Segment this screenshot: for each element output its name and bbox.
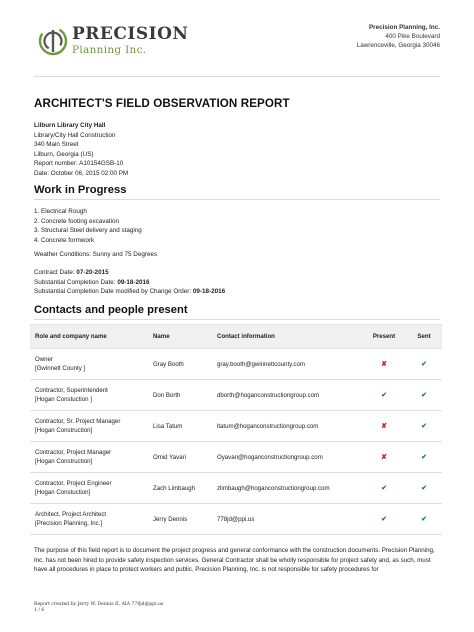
modified-date-label: Substantial Completion Date modified by Change Order: — [34, 288, 193, 295]
email-link[interactable]: dborth@hoganconstructiongroup.com — [212, 380, 362, 411]
project-city: Lilburn, Georgia (US) — [34, 150, 94, 158]
email-link[interactable]: zlimbaugh@hoganconstructiongroup.com — [212, 473, 362, 504]
sent-check-icon: ✔ — [406, 380, 442, 411]
role-cell — [30, 349, 148, 380]
safety-disclaimer: The purpose of this field report is to document the project progress and general conformance with the construction documents. Precision Planning, Inc. has not been hired to provide safety inspection services. General Contractor shall be wholly responsible for project safety and, as such, must have all procedures in place to protect workers and public. Precision Planning, Inc. is not responsible for safety procedures for — [34, 547, 435, 574]
role-company: [Precision Planning, Inc.] — [35, 520, 103, 527]
logo-tagline: Planning Inc. — [72, 44, 147, 57]
substantial-completion-date — [34, 278, 225, 288]
table-row — [30, 349, 442, 380]
role-company: [Gwinnett County ] — [35, 365, 86, 372]
company-logo — [38, 26, 188, 56]
name-cell: Don Borth — [148, 380, 212, 411]
role-company: [Hogan Constuction ] — [35, 396, 92, 403]
table-row — [30, 442, 442, 473]
project-details — [34, 121, 128, 179]
modified-completion-date — [34, 287, 225, 297]
sent-check-icon: ✔ — [406, 473, 442, 504]
contract-dates — [34, 268, 225, 297]
project-name: Lilburn Library City Hall — [34, 122, 106, 129]
table-row — [30, 473, 442, 504]
role-cell — [30, 411, 148, 442]
role-title: Contractor, Project Engineer — [35, 480, 112, 487]
col-header-role: Role and company name — [30, 325, 148, 349]
role-title: Contractor, Project Manager — [35, 449, 112, 456]
email-link[interactable]: Oyavari@hoganconstructiongroup.com — [212, 442, 362, 473]
name-cell: Gray Booth — [148, 349, 212, 380]
sent-check-icon: ✔ — [406, 411, 442, 442]
role-title: Owner — [35, 356, 53, 363]
project-street: 340 Main Street — [34, 141, 79, 149]
wip-heading: Work in Progress — [34, 184, 127, 196]
role-cell — [30, 473, 148, 504]
sent-check-icon: ✔ — [406, 504, 442, 535]
role-cell — [30, 442, 148, 473]
contacts-heading: Contacts and people present — [34, 304, 188, 316]
col-header-sent: Sent — [406, 325, 442, 349]
role-cell — [30, 504, 148, 535]
role-title: Contractor, Sr. Project Manager — [35, 418, 121, 425]
role-title: Contractor, Superintendent — [35, 387, 108, 394]
name-cell: Omid Yavari — [148, 442, 212, 473]
col-header-present: Present — [362, 325, 406, 349]
role-cell — [30, 380, 148, 411]
col-header-name: Name — [148, 325, 212, 349]
email-link[interactable]: 778jd@ppi.us — [212, 504, 362, 535]
substantial-date-value: 09-18-2016 — [117, 278, 150, 286]
role-title: Architect, Project Architect — [35, 511, 107, 518]
name-cell: Jerry Dennis — [148, 504, 212, 535]
page-footer — [34, 602, 163, 615]
name-cell: Lisa Tatum — [148, 411, 212, 442]
report-title: ARCHITECT'S FIELD OBSERVATION REPORT — [34, 97, 290, 110]
table-row — [30, 380, 442, 411]
wip-item: 1. Electrical Rough — [34, 208, 87, 215]
contacts-divider — [34, 319, 440, 320]
name-cell: Zach Limbaugh — [148, 473, 212, 504]
wip-item: 3. Structural Steel delivery and staging — [34, 227, 142, 235]
sent-check-icon: ✔ — [406, 442, 442, 473]
present-cross-icon: ✘ — [362, 442, 406, 473]
contract-date-label: Contract Date: — [34, 269, 77, 276]
logo-wordmark: PRECISION — [72, 24, 189, 45]
contract-date — [34, 268, 225, 278]
header-divider — [34, 76, 440, 77]
contacts-header-row — [30, 325, 442, 349]
project-type: Library/City Hall Construction — [34, 131, 116, 139]
present-check-icon: ✔ — [362, 380, 406, 411]
present-cross-icon: ✘ — [362, 349, 406, 380]
table-row — [30, 411, 442, 442]
present-cross-icon: ✘ — [362, 411, 406, 442]
present-check-icon: ✔ — [362, 504, 406, 535]
modified-date-value: 09-18-2016 — [192, 288, 226, 295]
company-name: Precision Planning, Inc. — [368, 24, 440, 31]
role-company: [Hogan Construction] — [35, 427, 93, 434]
company-address-line1: 400 Pike Boulevard — [385, 33, 440, 40]
substantial-date-label: Substantial Completion Date: — [34, 278, 118, 286]
footer-created-by: Report created by Jerry W. Dennis II, AIA 778jd@ppi.us — [34, 602, 164, 607]
email-link[interactable]: gray.booth@gwinnettcounty.com — [212, 349, 362, 380]
table-row — [30, 504, 442, 535]
report-number: Report number: A10154GSB-10 — [34, 160, 124, 168]
wip-item: 2. Concrete footing excavation — [34, 217, 120, 225]
footer-page-number: 1 / 6 — [34, 608, 45, 614]
weather-conditions: Weather Conditions: Sunny and 75 Degrees — [34, 251, 158, 258]
wip-list — [34, 207, 142, 246]
report-date: Date: October 06, 2015 02:00 PM — [34, 169, 129, 177]
present-check-icon: ✔ — [362, 473, 406, 504]
email-link[interactable]: ltatum@hoganconstructiongroup.com — [212, 411, 362, 442]
col-header-contact: Contact information — [212, 325, 362, 349]
wip-divider — [34, 199, 440, 200]
sent-check-icon: ✔ — [406, 349, 442, 380]
company-address — [357, 23, 440, 50]
role-company: [Hogan Construction] — [35, 458, 93, 465]
wip-item: 4. Concrete formwork — [34, 237, 95, 245]
logo-mark-icon — [38, 26, 68, 56]
role-company: [Hogan Constuction] — [35, 489, 91, 496]
contacts-table — [30, 324, 442, 535]
contract-date-value: 07-20-2015 — [76, 269, 109, 276]
company-address-line2: Lawrenceville, Georgia 30046 — [356, 42, 440, 49]
